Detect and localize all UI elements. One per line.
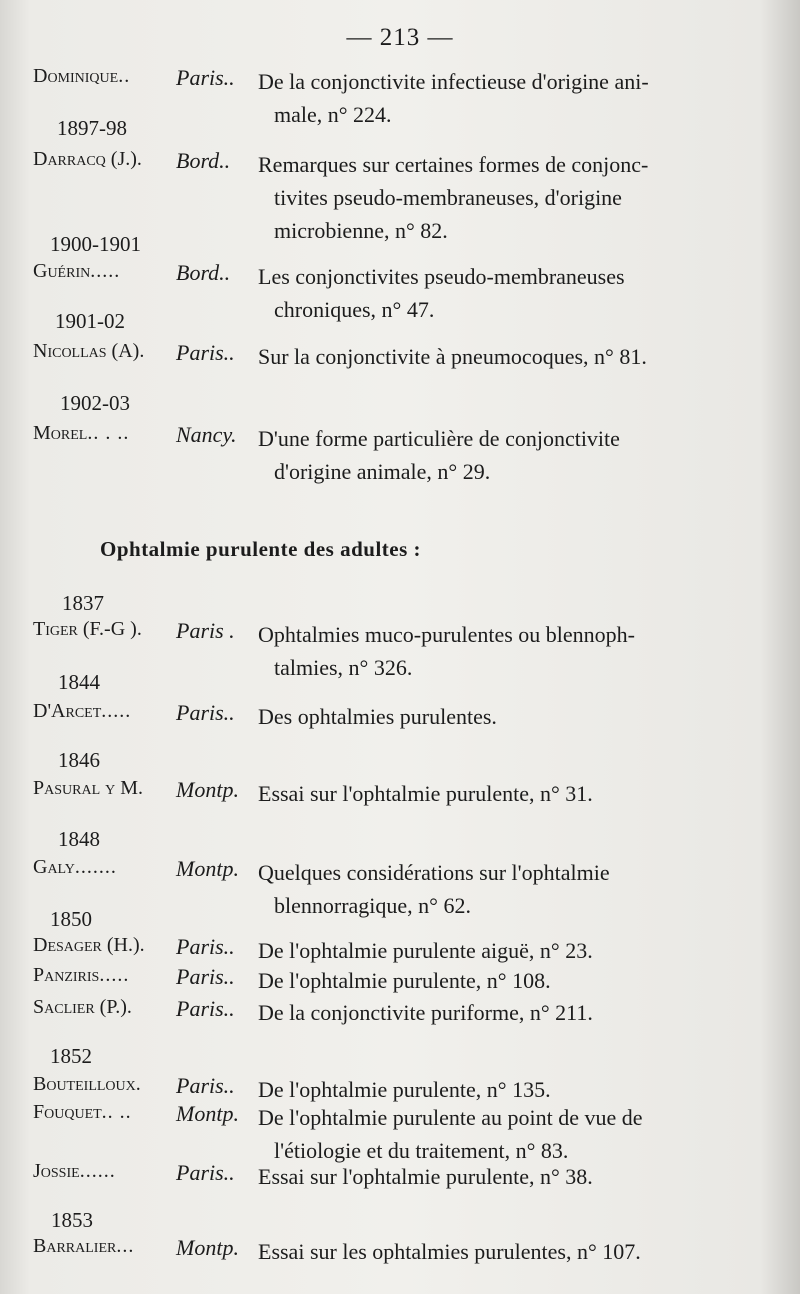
author-name: Jossie......	[33, 1160, 116, 1182]
year-heading: 1850	[50, 907, 92, 931]
year-heading: 1901-02	[55, 309, 125, 333]
author-name: Guérin.....	[33, 260, 121, 282]
author-name: Morel.. . ..	[33, 422, 130, 444]
city: Bord..	[176, 260, 231, 285]
thesis-title: De l'ophtalmie purulente, n° 135.	[258, 1077, 551, 1102]
city: Paris..	[176, 964, 235, 989]
year-heading: 1897-98	[57, 116, 127, 140]
author-name: Panziris.....	[33, 964, 130, 986]
thesis-title: De l'ophtalmie purulente aiguë, n° 23.	[258, 938, 593, 963]
page-number: — 213 —	[346, 24, 454, 51]
city: Paris..	[176, 340, 235, 365]
city: Nancy.	[176, 422, 237, 447]
city: Montp.	[176, 1235, 239, 1260]
year-heading: 1844	[58, 670, 100, 694]
city: Paris..	[176, 700, 235, 725]
thesis-title: De l'ophtalmie purulente au point de vue de l'étiologie et du traitement, n° 83.	[258, 1105, 643, 1163]
city: Montp.	[176, 856, 239, 881]
year-heading: 1900-1901	[50, 232, 141, 256]
author-name: Nicollas (A).	[33, 340, 145, 362]
city: Paris..	[176, 1073, 235, 1098]
author-name: Galy.......	[33, 856, 117, 878]
year-heading: 1853	[51, 1208, 93, 1232]
section-title: Ophtalmie purulente des adultes :	[100, 537, 422, 561]
city: Paris..	[176, 996, 235, 1021]
thesis-title: Quelques considérations sur l'ophtalmie blennorragique, n° 62.	[258, 860, 610, 918]
author-name: Fouquet.. ..	[33, 1101, 132, 1123]
year-heading: 1837	[62, 591, 104, 615]
author-name: Bouteilloux.	[33, 1073, 141, 1095]
author-name: Tiger (F.-G ).	[33, 618, 142, 640]
thesis-title: Essai sur l'ophtalmie purulente, n° 38.	[258, 1164, 593, 1189]
author-name: Desager (H.).	[33, 934, 145, 956]
author-name: Saclier (P.).	[33, 996, 132, 1018]
city: Paris..	[176, 1160, 235, 1185]
city: Bord..	[176, 148, 231, 173]
thesis-title: De la conjonctivite infectieuse d'origine ani- male, n° 224.	[258, 69, 649, 127]
thesis-title: Les conjonctivites pseudo-membraneuses chroniques, n° 47.	[258, 264, 625, 322]
thesis-title: Ophtalmies muco-purulentes ou blennoph- talmies, n° 326.	[258, 622, 635, 680]
author-name: D'Arcet.....	[33, 700, 132, 722]
city: Paris..	[176, 934, 235, 959]
year-heading: 1902-03	[60, 391, 130, 415]
author-name: Dominique..	[33, 65, 131, 87]
year-heading: 1852	[50, 1044, 92, 1068]
year-heading: 1848	[58, 827, 100, 851]
city: Paris..	[176, 65, 235, 90]
author-name: Barralier...	[33, 1235, 135, 1257]
thesis-title: Remarques sur certaines formes de conjonc- tivites pseudo-membraneuses, d'origine microbienne, n° 82.	[258, 152, 649, 243]
year-heading: 1846	[58, 748, 100, 772]
thesis-title: Essai sur l'ophtalmie purulente, n° 31.	[258, 781, 593, 806]
author-name: Darracq (J.).	[33, 148, 142, 170]
thesis-title: De la conjonctivite puriforme, n° 211.	[258, 1000, 593, 1025]
thesis-title: Essai sur les ophtalmies purulentes, n° 107.	[258, 1239, 641, 1264]
author-name: Pasural y M.	[33, 777, 144, 799]
thesis-title: Sur la conjonctivite à pneumocoques, n° 81.	[258, 344, 647, 369]
city: Paris .	[176, 618, 235, 643]
thesis-title: De l'ophtalmie purulente, n° 108.	[258, 968, 551, 993]
thesis-title: Des ophtalmies purulentes.	[258, 704, 497, 729]
thesis-title: D'une forme particulière de conjonctivite d'origine animale, n° 29.	[258, 426, 620, 484]
city: Montp.	[176, 777, 239, 802]
city: Montp.	[176, 1101, 239, 1126]
